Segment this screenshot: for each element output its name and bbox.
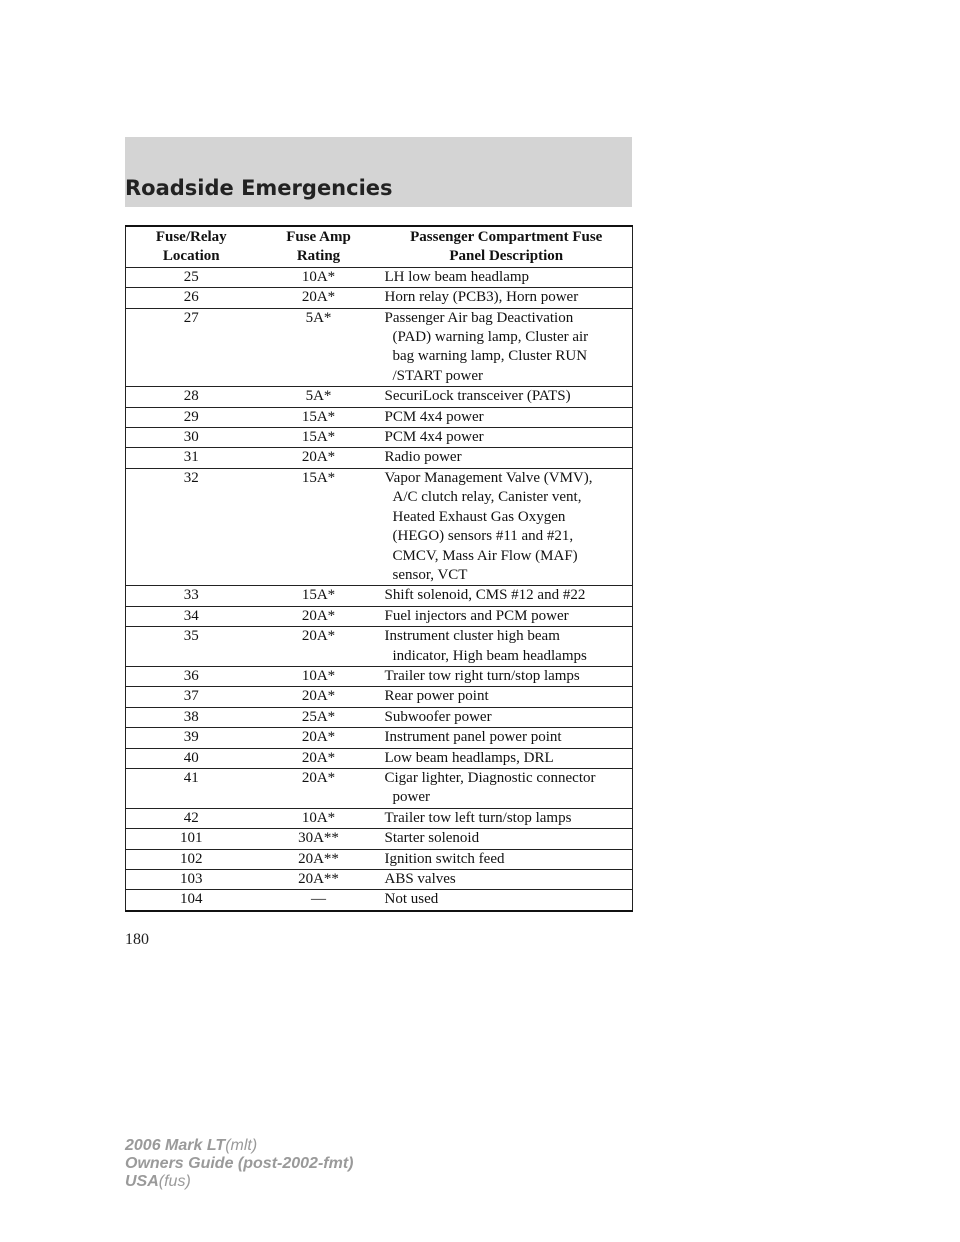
- fuse-location-cell: 25: [126, 267, 257, 287]
- table-row: [126, 707, 633, 727]
- page-number: 180: [125, 931, 149, 948]
- fuse-description-cell: [381, 468, 633, 585]
- table-row: [126, 448, 633, 468]
- fuse-description-cell: [381, 890, 633, 911]
- fuse-rating-cell: 30A**: [257, 829, 381, 849]
- fuse-location-cell: 38: [126, 707, 257, 727]
- fuse-description-line: Instrument cluster high beam: [384, 628, 560, 645]
- fuse-description-cell: [381, 768, 633, 808]
- fuse-description-line: Not used: [384, 891, 439, 908]
- fuse-description-cell: [381, 606, 633, 626]
- table-row: [126, 687, 633, 707]
- header-rating: [257, 226, 381, 267]
- table-row: [126, 288, 633, 308]
- table-row: [126, 308, 633, 387]
- fuse-rating-cell: 10A*: [257, 267, 381, 287]
- fuse-rating-cell: 20A**: [257, 870, 381, 890]
- header-rating-line-2: Rating: [296, 248, 341, 265]
- fuse-description-cell: [381, 586, 633, 606]
- fuse-description-line: PCM 4x4 power: [384, 408, 484, 425]
- fuse-description-line: Subwoofer power: [384, 708, 492, 725]
- fuse-description-line: power: [392, 789, 430, 806]
- fuse-description-cell: [381, 308, 633, 387]
- fuse-rating-cell: 5A*: [257, 387, 381, 407]
- fuse-location-cell: 28: [126, 387, 257, 407]
- fuse-description-line: PCM 4x4 power: [384, 429, 484, 446]
- fuse-description-line: Instrument panel power point: [384, 729, 562, 746]
- fuse-description-cell: [381, 849, 633, 869]
- table-row: [126, 748, 633, 768]
- footer-line-2: [125, 1155, 353, 1173]
- footer-line-1-bold: 2006 Mark LT: [125, 1137, 226, 1154]
- fuse-location-cell: 35: [126, 627, 257, 667]
- fuse-table-body: [126, 267, 633, 911]
- fuse-description-cell: [381, 808, 633, 828]
- fuse-location-cell: 42: [126, 808, 257, 828]
- fuse-description-line: (PAD) warning lamp, Cluster air: [392, 329, 589, 346]
- fuse-location-cell: 27: [126, 308, 257, 387]
- table-row: [126, 728, 633, 748]
- fuse-rating-cell: 15A*: [257, 407, 381, 427]
- fuse-description-line: Trailer tow left turn/stop lamps: [384, 809, 572, 826]
- fuse-description-cell: [381, 687, 633, 707]
- table-row: [126, 768, 633, 808]
- table-row: [126, 870, 633, 890]
- fuse-description-line: indicator, High beam headlamps: [392, 647, 587, 664]
- table-row: [126, 586, 633, 606]
- fuse-table: [125, 225, 633, 912]
- fuse-rating-cell: 25A*: [257, 707, 381, 727]
- fuse-rating-cell: 5A*: [257, 308, 381, 387]
- fuse-description-line: Horn relay (PCB3), Horn power: [384, 289, 579, 306]
- fuse-rating-cell: 10A*: [257, 666, 381, 686]
- header-description: [381, 226, 633, 267]
- document-footer: [125, 1137, 353, 1191]
- fuse-description-line: (HEGO) sensors #11 and #21,: [392, 528, 574, 545]
- fuse-rating-cell: 20A**: [257, 849, 381, 869]
- fuse-description-cell: [381, 387, 633, 407]
- fuse-description-line: Rear power point: [384, 688, 489, 705]
- fuse-description-cell: [381, 707, 633, 727]
- fuse-location-cell: 34: [126, 606, 257, 626]
- table-row: [126, 407, 633, 427]
- header-location: [126, 226, 257, 267]
- fuse-description-cell: [381, 728, 633, 748]
- fuse-location-cell: 29: [126, 407, 257, 427]
- fuse-description-line: CMCV, Mass Air Flow (MAF): [392, 547, 578, 564]
- fuse-description-line: Cigar lighter, Diagnostic connector: [384, 769, 596, 786]
- fuse-rating-cell: 15A*: [257, 586, 381, 606]
- table-row: [126, 829, 633, 849]
- fuse-description-cell: [381, 428, 633, 448]
- header-location-line-2: Location: [162, 248, 220, 265]
- fuse-description-line: ABS valves: [384, 871, 456, 887]
- fuse-rating-cell: 20A*: [257, 606, 381, 626]
- fuse-location-cell: 26: [126, 288, 257, 308]
- fuse-location-cell: 33: [126, 586, 257, 606]
- footer-line-3-light: (fus): [158, 1173, 191, 1190]
- fuse-description-line: Trailer tow right turn/stop lamps: [384, 667, 580, 684]
- fuse-rating-cell: 20A*: [257, 448, 381, 468]
- fuse-rating-cell: 20A*: [257, 748, 381, 768]
- fuse-description-line: bag warning lamp, Cluster RUN: [392, 348, 588, 365]
- fuse-description-line: /START power: [392, 367, 484, 384]
- fuse-table-header-row: [126, 226, 633, 267]
- fuse-description-cell: [381, 407, 633, 427]
- fuse-location-cell: 30: [126, 428, 257, 448]
- fuse-description-cell: [381, 448, 633, 468]
- table-row: [126, 627, 633, 667]
- fuse-rating-cell: 20A*: [257, 687, 381, 707]
- fuse-location-cell: 104: [126, 890, 257, 911]
- fuse-description-line: Ignition switch feed: [384, 850, 505, 867]
- header-location-line-1: Fuse/Relay: [155, 229, 227, 245]
- fuse-rating-cell: 15A*: [257, 468, 381, 585]
- fuse-description-cell: [381, 288, 633, 308]
- fuse-rating-cell: —: [257, 890, 381, 911]
- footer-line-2-bold: Owners Guide (post-2002-fmt): [125, 1155, 354, 1172]
- fuse-description-cell: [381, 666, 633, 686]
- fuse-description-cell: [381, 870, 633, 890]
- fuse-rating-cell: 20A*: [257, 728, 381, 748]
- fuse-location-cell: 31: [126, 448, 257, 468]
- fuse-description-line: sensor, VCT: [392, 566, 468, 583]
- table-row: [126, 808, 633, 828]
- fuse-description-line: Passenger Air bag Deactivation: [384, 309, 574, 326]
- table-row: [126, 666, 633, 686]
- table-row: [126, 468, 633, 585]
- footer-line-3-bold: USA: [125, 1173, 159, 1190]
- fuse-location-cell: 40: [126, 748, 257, 768]
- fuse-description-line: A/C clutch relay, Canister vent,: [392, 489, 582, 506]
- fuse-rating-cell: 15A*: [257, 428, 381, 448]
- fuse-location-cell: 101: [126, 829, 257, 849]
- fuse-description-line: Vapor Management Valve (VMV),: [384, 469, 593, 486]
- header-description-line-2: Panel Description: [449, 248, 564, 265]
- fuse-description-cell: [381, 267, 633, 287]
- fuse-rating-cell: 20A*: [257, 288, 381, 308]
- fuse-description-line: Radio power: [384, 449, 462, 466]
- fuse-location-cell: 39: [126, 728, 257, 748]
- fuse-rating-cell: 20A*: [257, 627, 381, 667]
- fuse-location-cell: 32: [126, 468, 257, 585]
- table-row: [126, 387, 633, 407]
- fuse-description-line: Fuel injectors and PCM power: [384, 607, 569, 624]
- fuse-location-cell: 102: [126, 849, 257, 869]
- header-description-line-1: Passenger Compartment Fuse: [410, 229, 603, 245]
- fuse-description-line: Shift solenoid, CMS #12 and #22: [384, 587, 586, 604]
- header-rating-line-1: Fuse Amp: [286, 229, 351, 245]
- footer-line-1-light: (mlt): [225, 1137, 258, 1154]
- fuse-description-line: Low beam headlamps, DRL: [384, 749, 554, 766]
- section-title: Roadside Emergencies: [125, 176, 393, 200]
- table-row: [126, 606, 633, 626]
- fuse-description-cell: [381, 829, 633, 849]
- fuse-location-cell: 36: [126, 666, 257, 686]
- fuse-description-line: Heated Exhaust Gas Oxygen: [392, 508, 566, 525]
- fuse-location-cell: 103: [126, 870, 257, 890]
- fuse-description-cell: [381, 748, 633, 768]
- fuse-description-line: SecuriLock transceiver (PATS): [384, 388, 571, 405]
- table-row: [126, 428, 633, 448]
- table-row: [126, 267, 633, 287]
- footer-line-1: [125, 1137, 353, 1155]
- fuse-description-line: Starter solenoid: [384, 830, 480, 847]
- footer-line-3: [125, 1173, 353, 1191]
- table-row: [126, 849, 633, 869]
- fuse-description-line: LH low beam headlamp: [384, 268, 530, 285]
- fuse-rating-cell: 20A*: [257, 768, 381, 808]
- fuse-location-cell: 37: [126, 687, 257, 707]
- fuse-description-cell: [381, 627, 633, 667]
- fuse-rating-cell: 10A*: [257, 808, 381, 828]
- fuse-location-cell: 41: [126, 768, 257, 808]
- table-row: [126, 890, 633, 911]
